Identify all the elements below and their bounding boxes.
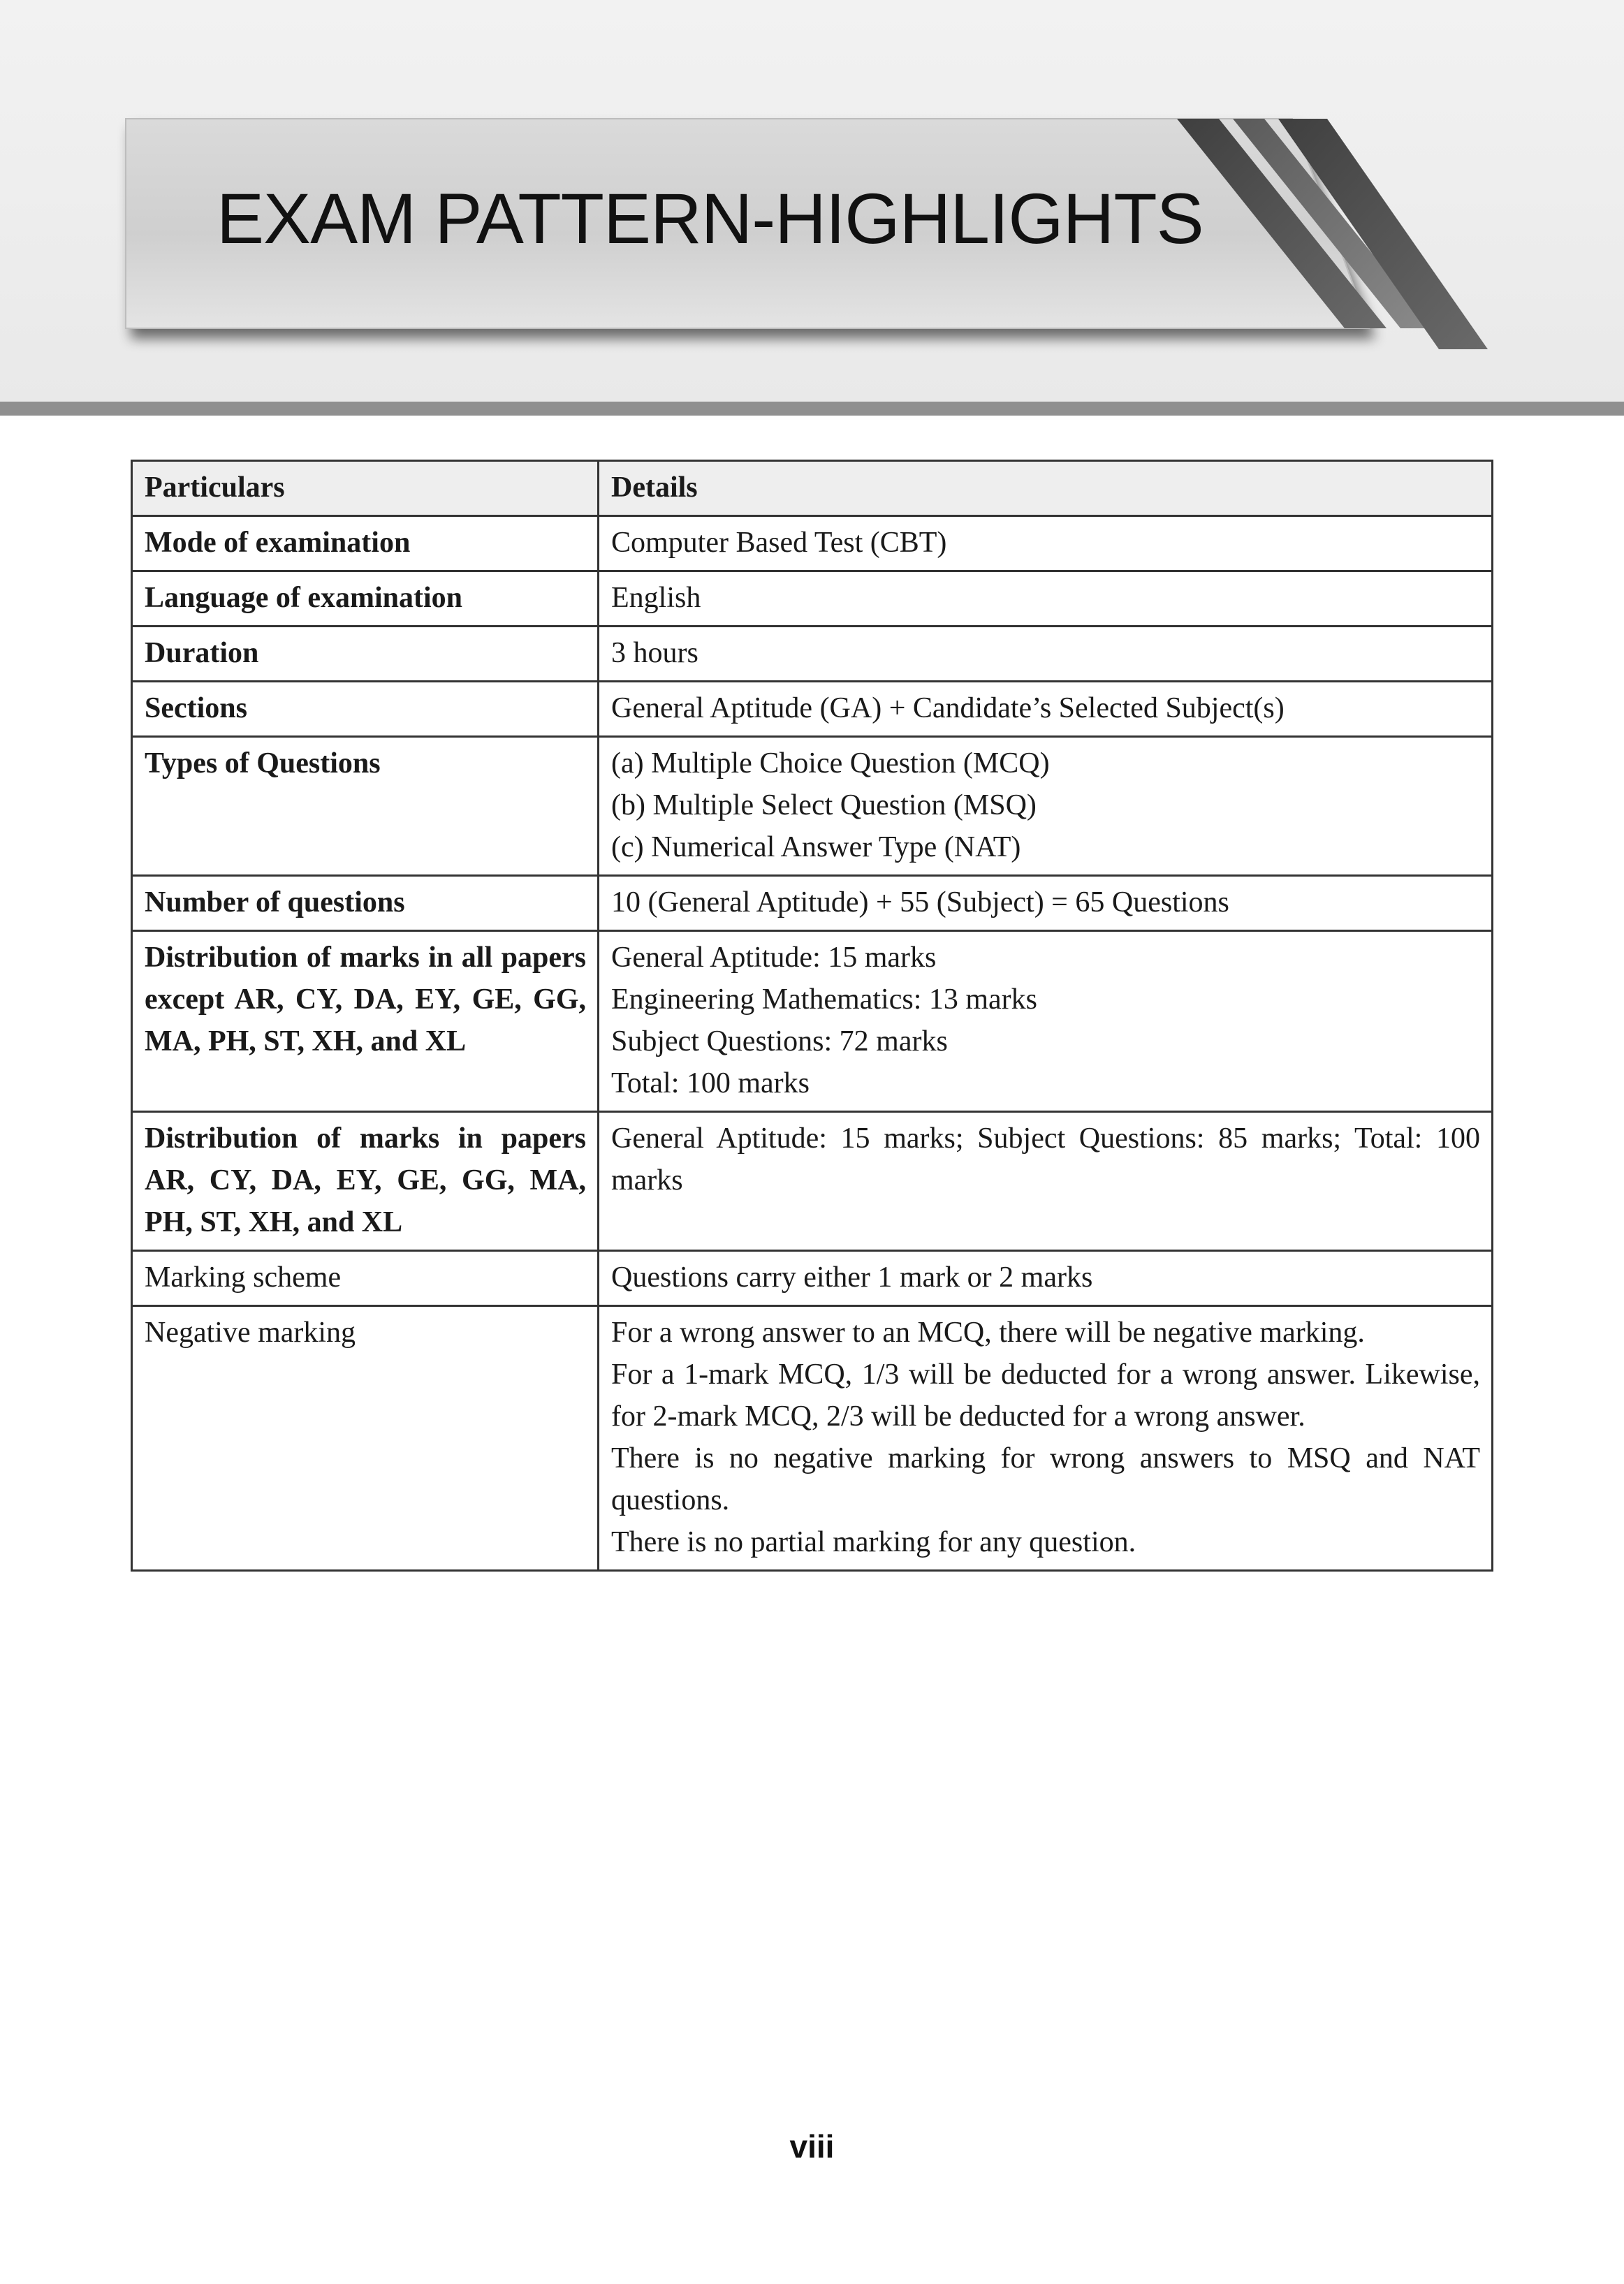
detail-line: General Aptitude: 15 marks bbox=[611, 942, 937, 974]
detail-line: For a wrong answer to an MCQ, there will be negative marking. bbox=[611, 1317, 1365, 1349]
detail-line: There is no negative marking for wrong answers to MSQ and NAT questions. bbox=[611, 1442, 1480, 1516]
table-row bbox=[132, 931, 1493, 1112]
row-details bbox=[599, 737, 1493, 876]
page-number: viii bbox=[789, 2128, 835, 2165]
table-row bbox=[132, 876, 1493, 931]
exam-pattern-table-wrap bbox=[131, 460, 1491, 1572]
row-particular: Types of Questions bbox=[132, 737, 599, 876]
row-particular: Number of questions bbox=[132, 876, 599, 931]
detail-line: English bbox=[611, 582, 701, 614]
row-details bbox=[599, 1112, 1493, 1251]
detail-line: (a) Multiple Choice Question (MCQ) bbox=[611, 747, 1050, 779]
row-particular: Mode of examination bbox=[132, 516, 599, 571]
detail-line: (b) Multiple Select Question (MSQ) bbox=[611, 789, 1037, 821]
table-row bbox=[132, 1112, 1493, 1251]
header-details: Details bbox=[599, 461, 1493, 516]
detail-line: General Aptitude: 15 marks; Subject Questions: 85 marks; Total: 100 marks bbox=[611, 1122, 1480, 1196]
row-details bbox=[599, 571, 1493, 627]
row-particular: Distribution of marks in all papers except AR, CY, DA, EY, GE, GG, MA, PH, ST, XH, and XL bbox=[132, 931, 599, 1112]
table-row bbox=[132, 627, 1493, 682]
row-particular: Marking scheme bbox=[132, 1251, 599, 1306]
detail-line: (c) Numerical Answer Type (NAT) bbox=[611, 831, 1021, 863]
page-title: EXAM PATTERN-HIGHLIGHTS bbox=[217, 179, 1204, 258]
header-particulars: Particulars bbox=[132, 461, 599, 516]
row-details bbox=[599, 627, 1493, 682]
row-details bbox=[599, 1251, 1493, 1306]
detail-line: Total: 100 marks bbox=[611, 1067, 810, 1099]
row-details bbox=[599, 931, 1493, 1112]
row-particular: Language of examination bbox=[132, 571, 599, 627]
detail-line: Computer Based Test (CBT) bbox=[611, 527, 947, 559]
table-row bbox=[132, 1306, 1493, 1571]
detail-line: There is no partial marking for any question. bbox=[611, 1526, 1136, 1558]
table-row bbox=[132, 1251, 1493, 1306]
table-row bbox=[132, 682, 1493, 737]
table-row bbox=[132, 737, 1493, 876]
detail-line: General Aptitude (GA) + Candidate’s Selected Subject(s) bbox=[611, 692, 1285, 724]
detail-line: Engineering Mathematics: 13 marks bbox=[611, 983, 1038, 1016]
row-details bbox=[599, 876, 1493, 931]
detail-line: 10 (General Aptitude) + 55 (Subject) = 65 Questions bbox=[611, 886, 1229, 918]
detail-line: Questions carry either 1 mark or 2 marks bbox=[611, 1261, 1093, 1294]
exam-pattern-table bbox=[131, 460, 1493, 1572]
row-particular: Negative marking bbox=[132, 1306, 599, 1571]
table-header-row bbox=[132, 461, 1493, 516]
detail-line: For a 1-mark MCQ, 1/3 will be deducted for a wrong answer. Likewise, for 2-mark MCQ, 2/3 will be deducted for a wrong answer. bbox=[611, 1359, 1480, 1433]
table-row bbox=[132, 571, 1493, 627]
table-row bbox=[132, 516, 1493, 571]
row-details bbox=[599, 1306, 1493, 1571]
detail-line: 3 hours bbox=[611, 637, 698, 669]
row-particular: Sections bbox=[132, 682, 599, 737]
row-details bbox=[599, 682, 1493, 737]
row-particular: Duration bbox=[132, 627, 599, 682]
row-details bbox=[599, 516, 1493, 571]
detail-line: Subject Questions: 72 marks bbox=[611, 1025, 948, 1057]
row-particular: Distribution of marks in papers AR, CY, DA, EY, GE, GG, MA, PH, ST, XH, and XL bbox=[132, 1112, 599, 1251]
